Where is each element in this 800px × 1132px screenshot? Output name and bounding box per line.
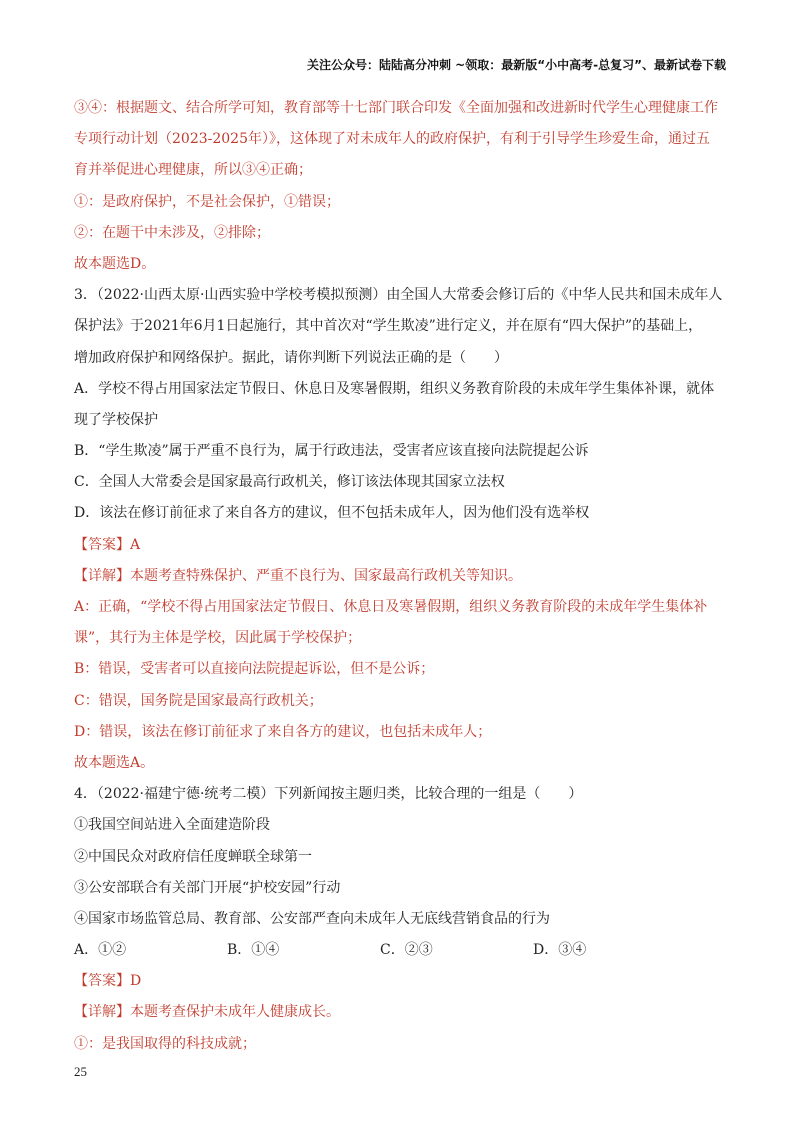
text-line: ①：是我国取得的科技成就； [74, 1035, 256, 1052]
document-body [74, 93, 732, 1060]
text-line: ③④：根据题文、结合所学可知，教育部等十七部门联合印发《全面加强和改进新时代学生心理健康工作 [74, 100, 718, 116]
text-line: A：正确，“学校不得占用国家法定节假日、休息日及寒暑假期，组织义务教育阶段的未成年学生集体补 [74, 599, 708, 615]
text-line: ②：在题干中未涉及，②排除； [74, 224, 270, 241]
text-line: D：错误，该法在修订前征求了来自各方的建议，也包括未成年人； [74, 723, 492, 740]
page-header: 关注公众号：陆陆高分冲刺 ~领取：最新版“小中高考-总复习”、最新试卷下载 [307, 58, 726, 72]
text-line: 课”，其行为主体是学校，因此属于学校保护； [74, 630, 362, 647]
text-line: D．该法在修订前征求了来自各方的建议，但不包括未成年人，因为他们没有选举权 [74, 505, 590, 522]
text-line: 4．（2022·福建宁德·统考二模）下列新闻按主题归类，比较合理的一组是（ ） [74, 786, 583, 803]
text-line: 增加政府保护和网络保护。据此，请你判断下列说法正确的是（ ） [74, 349, 508, 366]
text-line: 保护法》于2021年6月1日起施行，其中首次对“学生欺凌”进行定义，并在原有“四大保护”的基础上， [74, 318, 703, 335]
text-line: C：错误，国务院是国家最高行政机关； [74, 692, 323, 709]
text-line: A．学校不得占用国家法定节假日、休息日及寒暑假期，组织义务教育阶段的未成年学生集体补课，就体 [74, 380, 715, 397]
text-line: 【答案】A [74, 536, 141, 553]
text-line: ③公安部联合有关部门开展“护校安园”行动 [74, 879, 341, 896]
text-line: C．全国人大常委会是国家最高行政机关，修订该法体现其国家立法权 [74, 474, 505, 491]
text-line: ④国家市场监管总局、教育部、公安部严查向未成年人无底线营销食品的行为 [74, 910, 550, 927]
option-c: C．②③ [380, 942, 433, 959]
option-b: B．①④ [227, 942, 280, 959]
text-line: 故本题选A。 [74, 754, 155, 771]
text-line: ①我国空间站进入全面建造阶段 [74, 817, 270, 834]
text-line: 故本题选D。 [74, 255, 156, 272]
text-line: 育并举促进心理健康，所以③④正确； [74, 162, 312, 179]
text-line: 3．（2022·山西太原·山西实验中学校考模拟预测）由全国人大常委会修订后的《中华人民共和国未成年人 [74, 287, 723, 304]
text-line: 现了学校保护 [74, 411, 158, 428]
text-line: B：错误，受害者可以直接向法院提起诉讼，但不是公诉； [74, 661, 435, 678]
text-line: 【详解】本题考查特殊保护、严重不良行为、国家最高行政机关等知识。 [74, 567, 522, 584]
text-line: 【答案】D [74, 973, 142, 990]
text-line: ①：是政府保护，不是社会保护，①错误； [74, 193, 340, 210]
option-d: D．③④ [533, 942, 587, 959]
text-line: B．“学生欺凌”属于严重不良行为，属于行政违法，受害者应该直接向法院提起公诉 [74, 443, 589, 460]
text-block-before-options [74, 93, 732, 935]
answer-options [74, 935, 732, 966]
option-a: A．①② [74, 942, 127, 959]
text-line: 【详解】本题考查保护未成年人健康成长。 [74, 1004, 340, 1021]
text-block-after-options [74, 966, 732, 1060]
text-line: 专项行动计划（2023-2025年）》，这体现了对未成年人的政府保护，有利于引导学生珍爱生命，通过五 [74, 131, 710, 148]
page-number: 25 [74, 1064, 87, 1079]
text-line: ②中国民众对政府信任度蝉联全球第一 [74, 848, 312, 865]
